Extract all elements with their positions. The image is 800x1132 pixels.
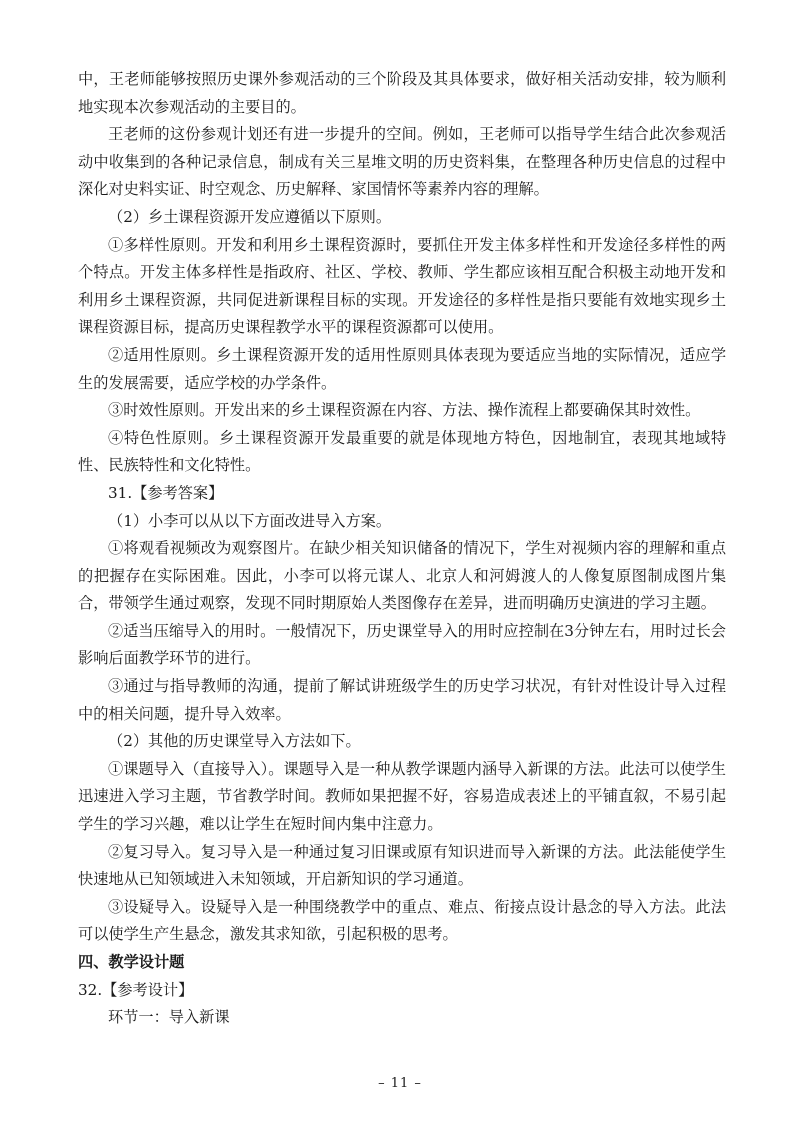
paragraph: ④特色性原则。乡土课程资源开发最重要的就是体现地方特色，因地制宜，表现其地域特性、民族特性和文化特性。 <box>78 428 726 475</box>
paragraph: 环节一：导入新课 <box>108 1008 230 1027</box>
paragraph: ③时效性原则。开发出来的乡土课程资源在内容、方法、操作流程上都要确保其时效性。 <box>108 401 701 420</box>
paragraph: ①将观看视频改为观察图片。在缺少相关知识储备的情况下，学生对视频内容的理解和重点的把握存在实际困难。因此，小李可以将元谋人、北京人和河姆渡人的人像复原图制成图片集合，带领学生通过观察，发现不同时期原始人类图像存在差异，进而明确历史演进的学习主题。 <box>78 539 726 613</box>
paragraph: ③设疑导入。设疑导入是一种围绕教学中的重点、难点、衔接点设计悬念的导入方法。此法可以使学生产生悬念，激发其求知欲，引起积极的思考。 <box>78 897 726 944</box>
paragraph: 31.【参考答案】 <box>108 483 224 502</box>
paragraph: ③通过与指导教师的沟通，提前了解试讲班级学生的历史学习状况，有针对性设计导入过程中的相关问题，提升导入效率。 <box>78 677 726 723</box>
paragraph: （1）小李可以从以下方面改进导入方案。 <box>108 511 392 530</box>
paragraph: ②适当压缩导入的用时。一般情况下，历史课堂导入的用时应控制在3分钟左右，用时过长会影响后面教学环节的进行。 <box>78 621 726 668</box>
paragraph: ②复习导入。复习导入是一种通过复习旧课或原有知识进而导入新课的方法。此法能使学生快速地从已知领域进入未知领域，开启新知识的学习通道。 <box>78 842 726 889</box>
paragraph: 王老师的这份参观计划还有进一步提升的空间。例如，王老师可以指导学生结合此次参观活动中收集到的各种记录信息，制成有关三星堆文明的历史资料集，在整理各种历史信息的过程中深化对史料实证、时空观念、历史解释、家国情怀等素养内容的理解。 <box>78 125 726 199</box>
paragraph: （2）其他的历史课堂导入方法如下。 <box>108 732 361 751</box>
paragraph: 32.【参考设计】 <box>78 980 194 999</box>
paragraph: 中，王老师能够按照历史课外参观活动的三个阶段及其具体要求，做好相关活动安排，较为顺利地实现本次参观活动的主要目的。 <box>78 70 726 116</box>
paragraph: ①多样性原则。开发和利用乡土课程资源时，要抓住开发主体多样性和开发途径多样性的两个特点。开发主体多样性是指政府、社区、学校、教师、学生都应该相互配合积极主动地开发和利用乡土课程资源，共同促进新课程目标的实现。开发途径的多样性是指只要能有效地实现乡土课程资源目标，提高历史课程教学水平的课程资源都可以使用。 <box>78 235 726 337</box>
page-number: – 11 – <box>378 1076 422 1091</box>
paragraph: ②适用性原则。乡土课程资源开发的适用性原则具体表现为要适应当地的实际情况，适应学生的发展需要，适应学校的办学条件。 <box>78 345 726 392</box>
page-content <box>78 66 726 1032</box>
paragraph: ①课题导入（直接导入）。课题导入是一种从教学课题内涵导入新课的方法。此法可以使学生迅速进入学习主题，节省教学时间。教师如果把握不好，容易造成表述上的平铺直叙，不易引起学生的学习兴趣，难以让学生在短时间内集中注意力。 <box>78 759 726 834</box>
paragraph: （2）乡土课程资源开发应遵循以下原则。 <box>108 207 392 226</box>
section-heading: 四、教学设计题 <box>78 953 185 971</box>
